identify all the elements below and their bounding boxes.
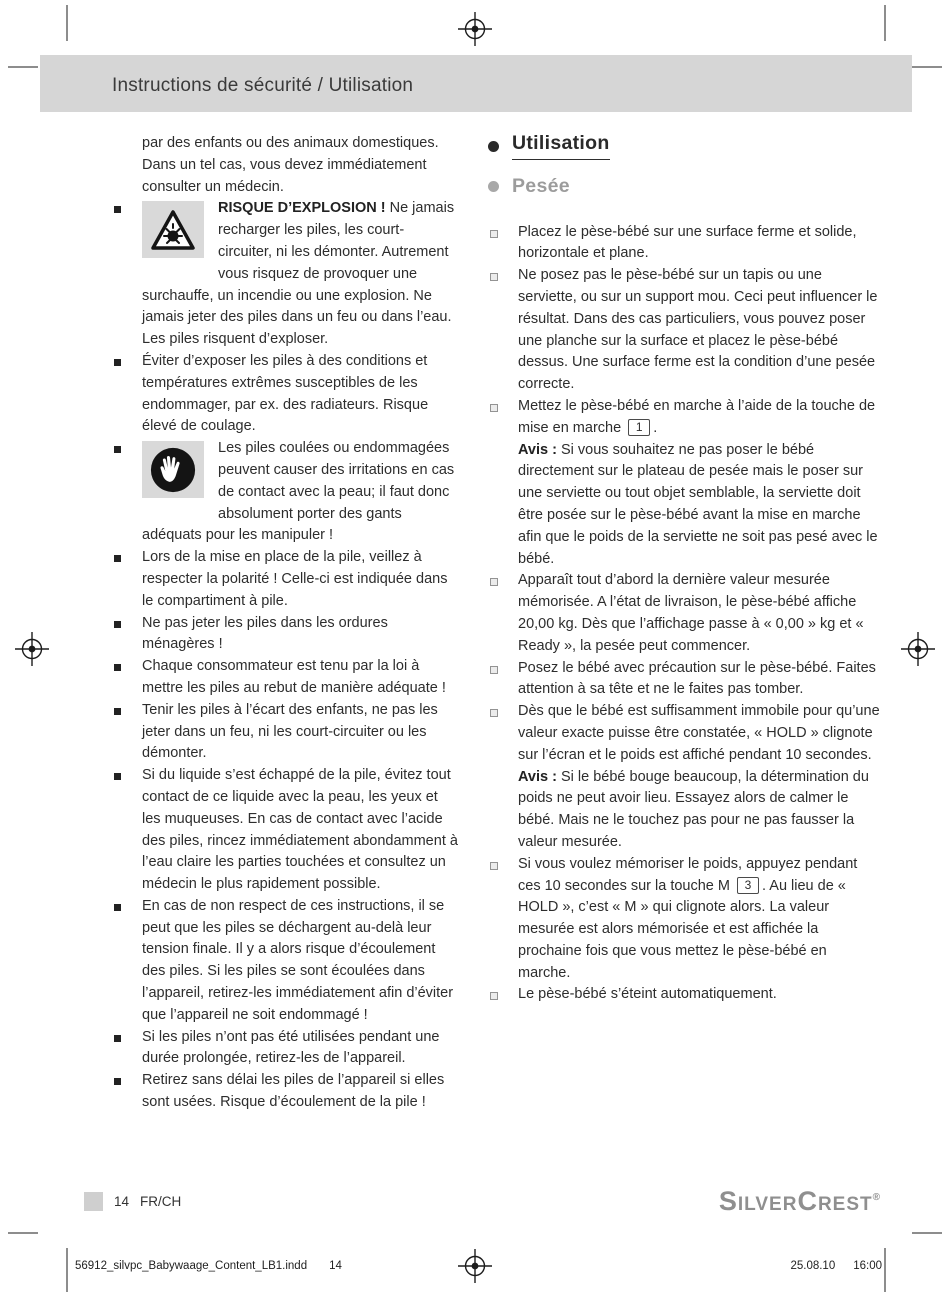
square-bullet [114,773,121,780]
square-bullet-outline [490,578,498,586]
print-file-name: 56912_silvpc_Babywaage_Content_LB1.indd [75,1260,308,1272]
item-text: Lors de la mise en place de la pile, veillez à respecter la polarité ! Celle-ci est indiquée dans le compartiment à pile. [142,549,448,609]
square-bullet-outline [490,273,498,281]
item-text: Ne posez pas le pèse-bébé sur un tapis ou une serviette, ou sur un support mou. Ceci peut influencer le résultat. Dans des cas particuliers, vous pouvez poser une planche sur la surface et placez le pèse-bébé dessus. Une surface ferme est la condition d’une pesée correcte. [518,267,878,393]
item-bold-lead: RISQUE D’EXPLOSION ! [218,200,390,217]
print-date: 25.08.10 [790,1260,836,1272]
item-text: Les piles coulées ou endommagées peuvent causer des irritations en cas de contact avec la peau; il faut donc absolument porter des gants adéquats pour les manipuler ! [142,440,455,544]
item-text: Apparaît tout d’abord la dernière valeur mesurée mémorisée. A l’état de livraison, le pèse-bébé affiche 20,00 kg. Dès que l’affichage passe à « 0,00 » kg et « Ready », la pesée peut commencer. [518,572,864,654]
item-text: Tenir les piles à l’écart des enfants, ne pas les jeter dans un feu, ni les court-circuiter ou les démonter. [142,701,438,762]
list-item [112,896,458,1027]
subsection-heading: Pesée [512,174,570,197]
button-ref-1: 1 [628,419,650,436]
print-page-number: 14 [329,1260,342,1272]
crop-mark [8,1232,38,1234]
list-item [488,222,880,266]
square-bullet-outline [490,404,498,412]
footer-page-info [84,1192,181,1211]
list-item [488,701,880,854]
brand-word-1: Silver [718,1186,798,1216]
explosion-warning-icon [142,201,204,258]
crop-mark [8,66,38,68]
square-bullet [114,446,121,453]
list-item [112,700,458,765]
avis-label: Avis : [518,768,561,785]
square-bullet [114,206,121,213]
subsection-heading-row [488,176,880,198]
crop-mark [66,5,68,41]
language-region: FR/CH [140,1194,182,1209]
item-text: Si du liquide s’est échappé de la pile, évitez tout contact de ce liquide avec la peau, les yeux et les muqueuses. En cas de contact avec l’acide des piles, rincez immédiatement abondamment à l’eau claire les parties touchées et consultez un médecin le plus rapidement possible. [142,767,458,893]
crop-mark [884,5,886,41]
item-text: Éviter d’exposer les piles à des conditions et températures extrêmes susceptibles de les endommager, par ex. des radiateurs. Risque élevé de coulage. [142,352,429,435]
item-text: Le pèse-bébé s’éteint automatiquement. [518,986,777,1003]
registration-mark-icon [458,1249,492,1283]
item-text: Chaque consommateur est tenu par la loi à mettre les piles au rebut de manière adéquate ! [142,658,446,696]
print-file-info [75,1260,342,1272]
registration-mark-icon [901,632,935,666]
intro-paragraph: par des enfants ou des animaux domestiques. Dans un tel cas, vous devez immédiatement consulter un médecin. [142,135,439,195]
item-text: En cas de non respect de ces instructions, il se peut que les piles se déchargent au-delà leur tension finale. Il y a alors risque d’écoulement des piles. Si les piles se sont écoulées dans l’appareil, retirez-les immédiatement afin d’éviter que l’appareil ne soit endommagé ! [142,897,454,1023]
print-date-info [790,1260,882,1272]
section-heading: Utilisation [512,133,610,160]
item-text: Ne jamais recharger les piles, les court-circuiter, ni les démonter. Autrement vous risquez de provoquer une surchauffe, un incendie ou une explosion. Ne jamais jeter des piles dans un feu ou dans l’eau. Les piles risquent d’exploser. [142,200,455,348]
brand-word-2: Crest [797,1186,873,1216]
list-item [112,1027,458,1071]
square-bullet [114,1035,121,1042]
left-column [112,133,458,1114]
list-item [488,570,880,657]
list-item [112,765,458,896]
square-bullet [114,664,121,671]
content [112,133,880,1114]
registered-symbol: ® [872,1192,880,1203]
list-item [112,656,458,700]
registration-mark-icon [458,12,492,46]
list-item [488,854,880,985]
page-number: 14 [114,1194,130,1209]
print-time: 16:00 [853,1260,882,1272]
crop-mark [66,1248,68,1292]
square-bullet [114,904,121,911]
item-text: Si vous voulez mémoriser le poids, appuyez pendant ces 10 secondes sur la touche M [518,855,858,894]
crop-mark [912,1232,942,1234]
list-item [112,198,458,351]
header-band [40,55,912,112]
square-bullet-outline [490,230,498,238]
crop-mark [912,66,942,68]
button-ref-3: 3 [737,877,759,894]
list-item [488,265,880,396]
list-item [112,613,458,657]
square-bullet [114,708,121,715]
item-text: Retirez sans délai les piles de l’appareil si elles sont usées. Risque d’écoulement de la pile ! [142,1072,445,1111]
square-bullet-outline [490,992,498,1000]
item-text: Si les piles n’ont pas été utilisées pendant une durée prolongée, retirez-les de l’appareil. [142,1028,440,1067]
list-item [488,396,880,570]
page-title: Instructions de sécurité / Utilisation [112,75,414,96]
avis-label: Avis : [518,441,561,458]
square-bullet-outline [490,862,498,870]
list-item [112,547,458,612]
square-bullet-outline [490,666,498,674]
registration-mark-icon [15,632,49,666]
silvercrest-logo [719,1186,880,1217]
list-item [488,984,880,1006]
item-text: Posez le bébé avec précaution sur le pèse-bébé. Faites attention à sa tête et ne le faites pas tomber. [518,659,876,698]
section-heading-row [488,133,880,160]
circle-bullet-icon [488,141,499,152]
right-column [488,133,880,1114]
list-item [112,438,458,547]
square-bullet [114,555,121,562]
square-bullet [114,621,121,628]
circle-bullet-icon [488,181,499,192]
crop-mark [884,1248,886,1292]
square-bullet [114,1078,121,1085]
square-bullet-outline [490,709,498,717]
item-text: Placez le pèse-bébé sur une surface ferme et solide, horizontale et plane. [518,223,857,262]
avis-text: Si vous souhaitez ne pas poser le bébé directement sur le plateau de pesée mais le poser sur une serviette ou tout objet semblable, la serviette doit être posée sur le pèse-bébé avant la mise en marche afin que le poids de la serviette ne soit pas pesé avec le bébé. [518,441,878,567]
page-number-square [84,1192,103,1211]
protective-gloves-icon [142,441,204,498]
item-text: Dès que le bébé est suffisamment immobile pour qu’une valeur exacte puisse être constatée, « HOLD » clignote sur l’écran et le poids est affiché pendant 10 secondes. [518,703,880,763]
item-text: . Au lieu de « HOLD », c’est « M » qui clignote alors. La valeur mesurée est alors mémorisée et est affichée la prochaine fois que vous mettez le pèse-bébé en marche. [518,877,846,981]
item-text: Ne pas jeter les piles dans les ordures ménagères ! [142,614,388,653]
list-item [488,658,880,702]
item-text: Mettez le pèse-bébé en marche à l’aide de la touche de mise en marche [518,397,876,436]
square-bullet [114,359,121,366]
list-item [112,1070,458,1114]
item-text: . [653,419,658,436]
list-item [112,351,458,438]
avis-text: Si le bébé bouge beaucoup, la détermination du poids ne peut avoir lieu. Essayez alors de calmer le bébé. Mais ne le touchez pas pour ne pas fausser la valeur mesurée. [518,768,869,850]
